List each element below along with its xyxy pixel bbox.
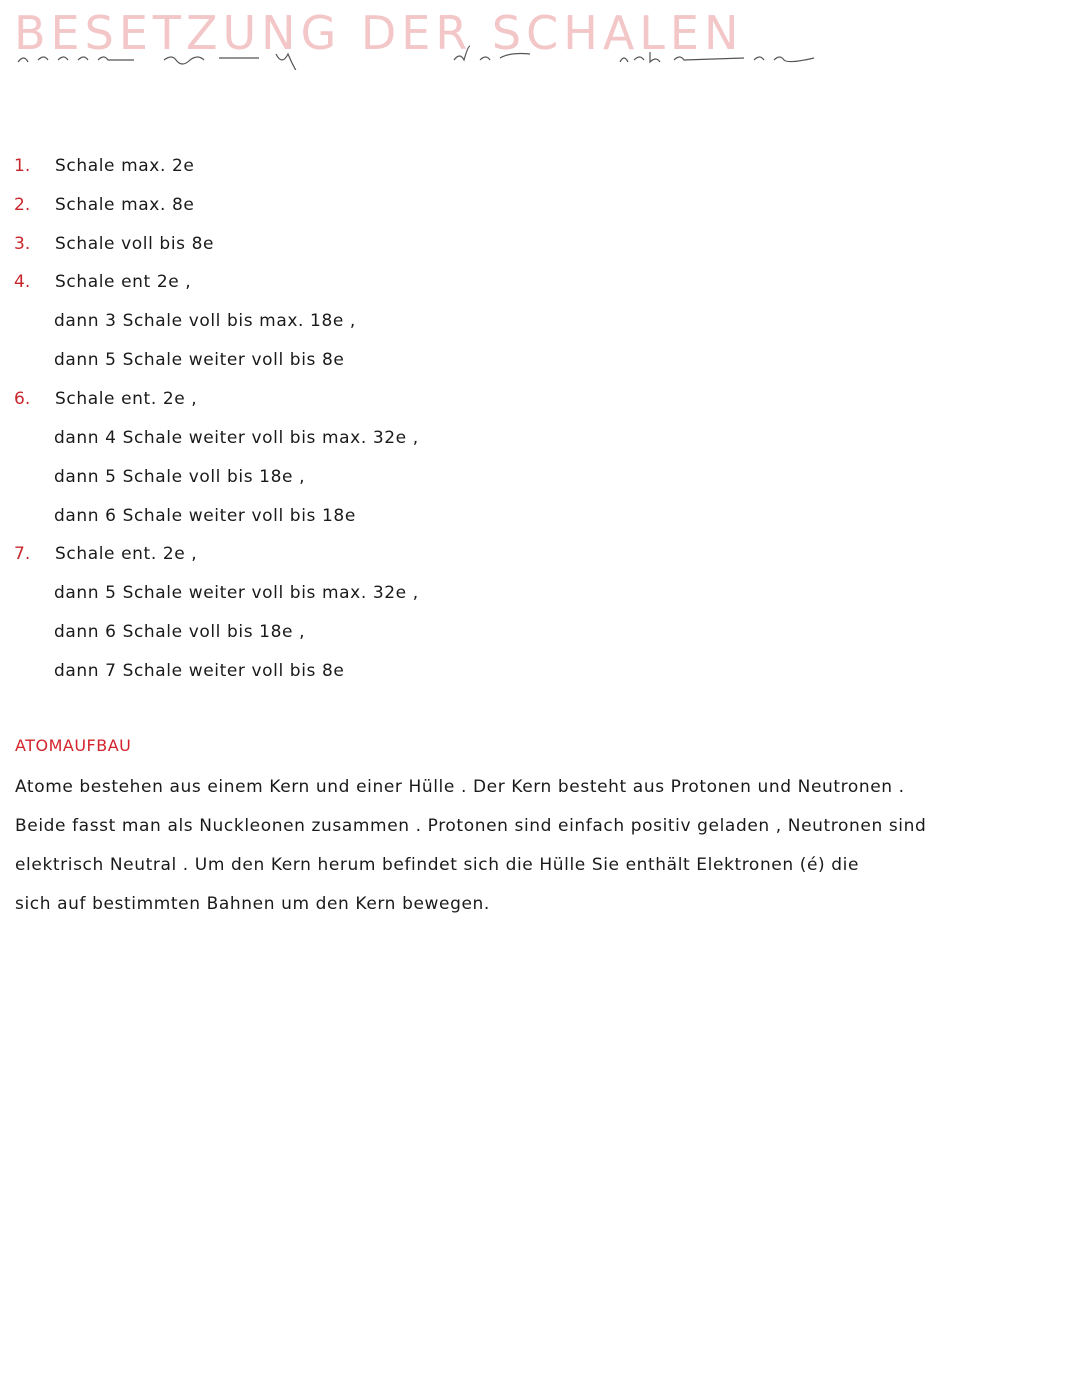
list-text: dann 4 Schale weiter voll bis max. 32e , — [54, 428, 419, 448]
paragraph-line: sich auf bestimmten Bahnen um den Kern bewegen. — [15, 894, 490, 914]
section-heading: ATOMAUFBAU — [15, 736, 132, 755]
list-text: dann 3 Schale voll bis max. 18e , — [54, 311, 356, 331]
list-text: Schale ent 2e , — [55, 272, 192, 292]
list-text: Schale max. 8e — [55, 195, 195, 215]
list-text: dann 6 Schale voll bis 18e , — [54, 622, 306, 642]
page-header — [14, 6, 914, 76]
list-text: Schale ent. 2e , — [55, 389, 198, 409]
list-number: 7. — [14, 544, 31, 564]
list-text: dann 5 Schale weiter voll bis 8e — [54, 350, 345, 370]
list-text: Schale ent. 2e , — [55, 544, 198, 564]
list-number: 6. — [14, 389, 31, 409]
list-text: dann 7 Schale weiter voll bis 8e — [54, 661, 345, 681]
list-number: 2. — [14, 195, 31, 215]
title-handwriting-underlay — [14, 40, 834, 70]
list-number: 4. — [14, 272, 31, 292]
paragraph-line: Beide fasst man als Nuckleonen zusammen . Protonen sind einfach positiv geladen , Neutronen sind — [15, 816, 927, 836]
list-text: dann 5 Schale weiter voll bis max. 32e , — [54, 583, 419, 603]
list-text: Schale voll bis 8e — [55, 234, 215, 254]
page-title: BESETZUNG DER SCHALEN — [14, 6, 744, 60]
list-number: 3. — [14, 234, 31, 254]
list-text: dann 5 Schale voll bis 18e , — [54, 467, 306, 487]
list-text: Schale max. 2e — [55, 156, 195, 176]
list-number: 1. — [14, 156, 31, 176]
paragraph-line: Atome bestehen aus einem Kern und einer Hülle . Der Kern besteht aus Protonen und Neutronen . — [15, 777, 905, 797]
paragraph-line: elektrisch Neutral . Um den Kern herum befindet sich die Hülle Sie enthält Elektronen (é) die — [15, 855, 860, 875]
list-text: dann 6 Schale weiter voll bis 18e — [54, 506, 356, 526]
